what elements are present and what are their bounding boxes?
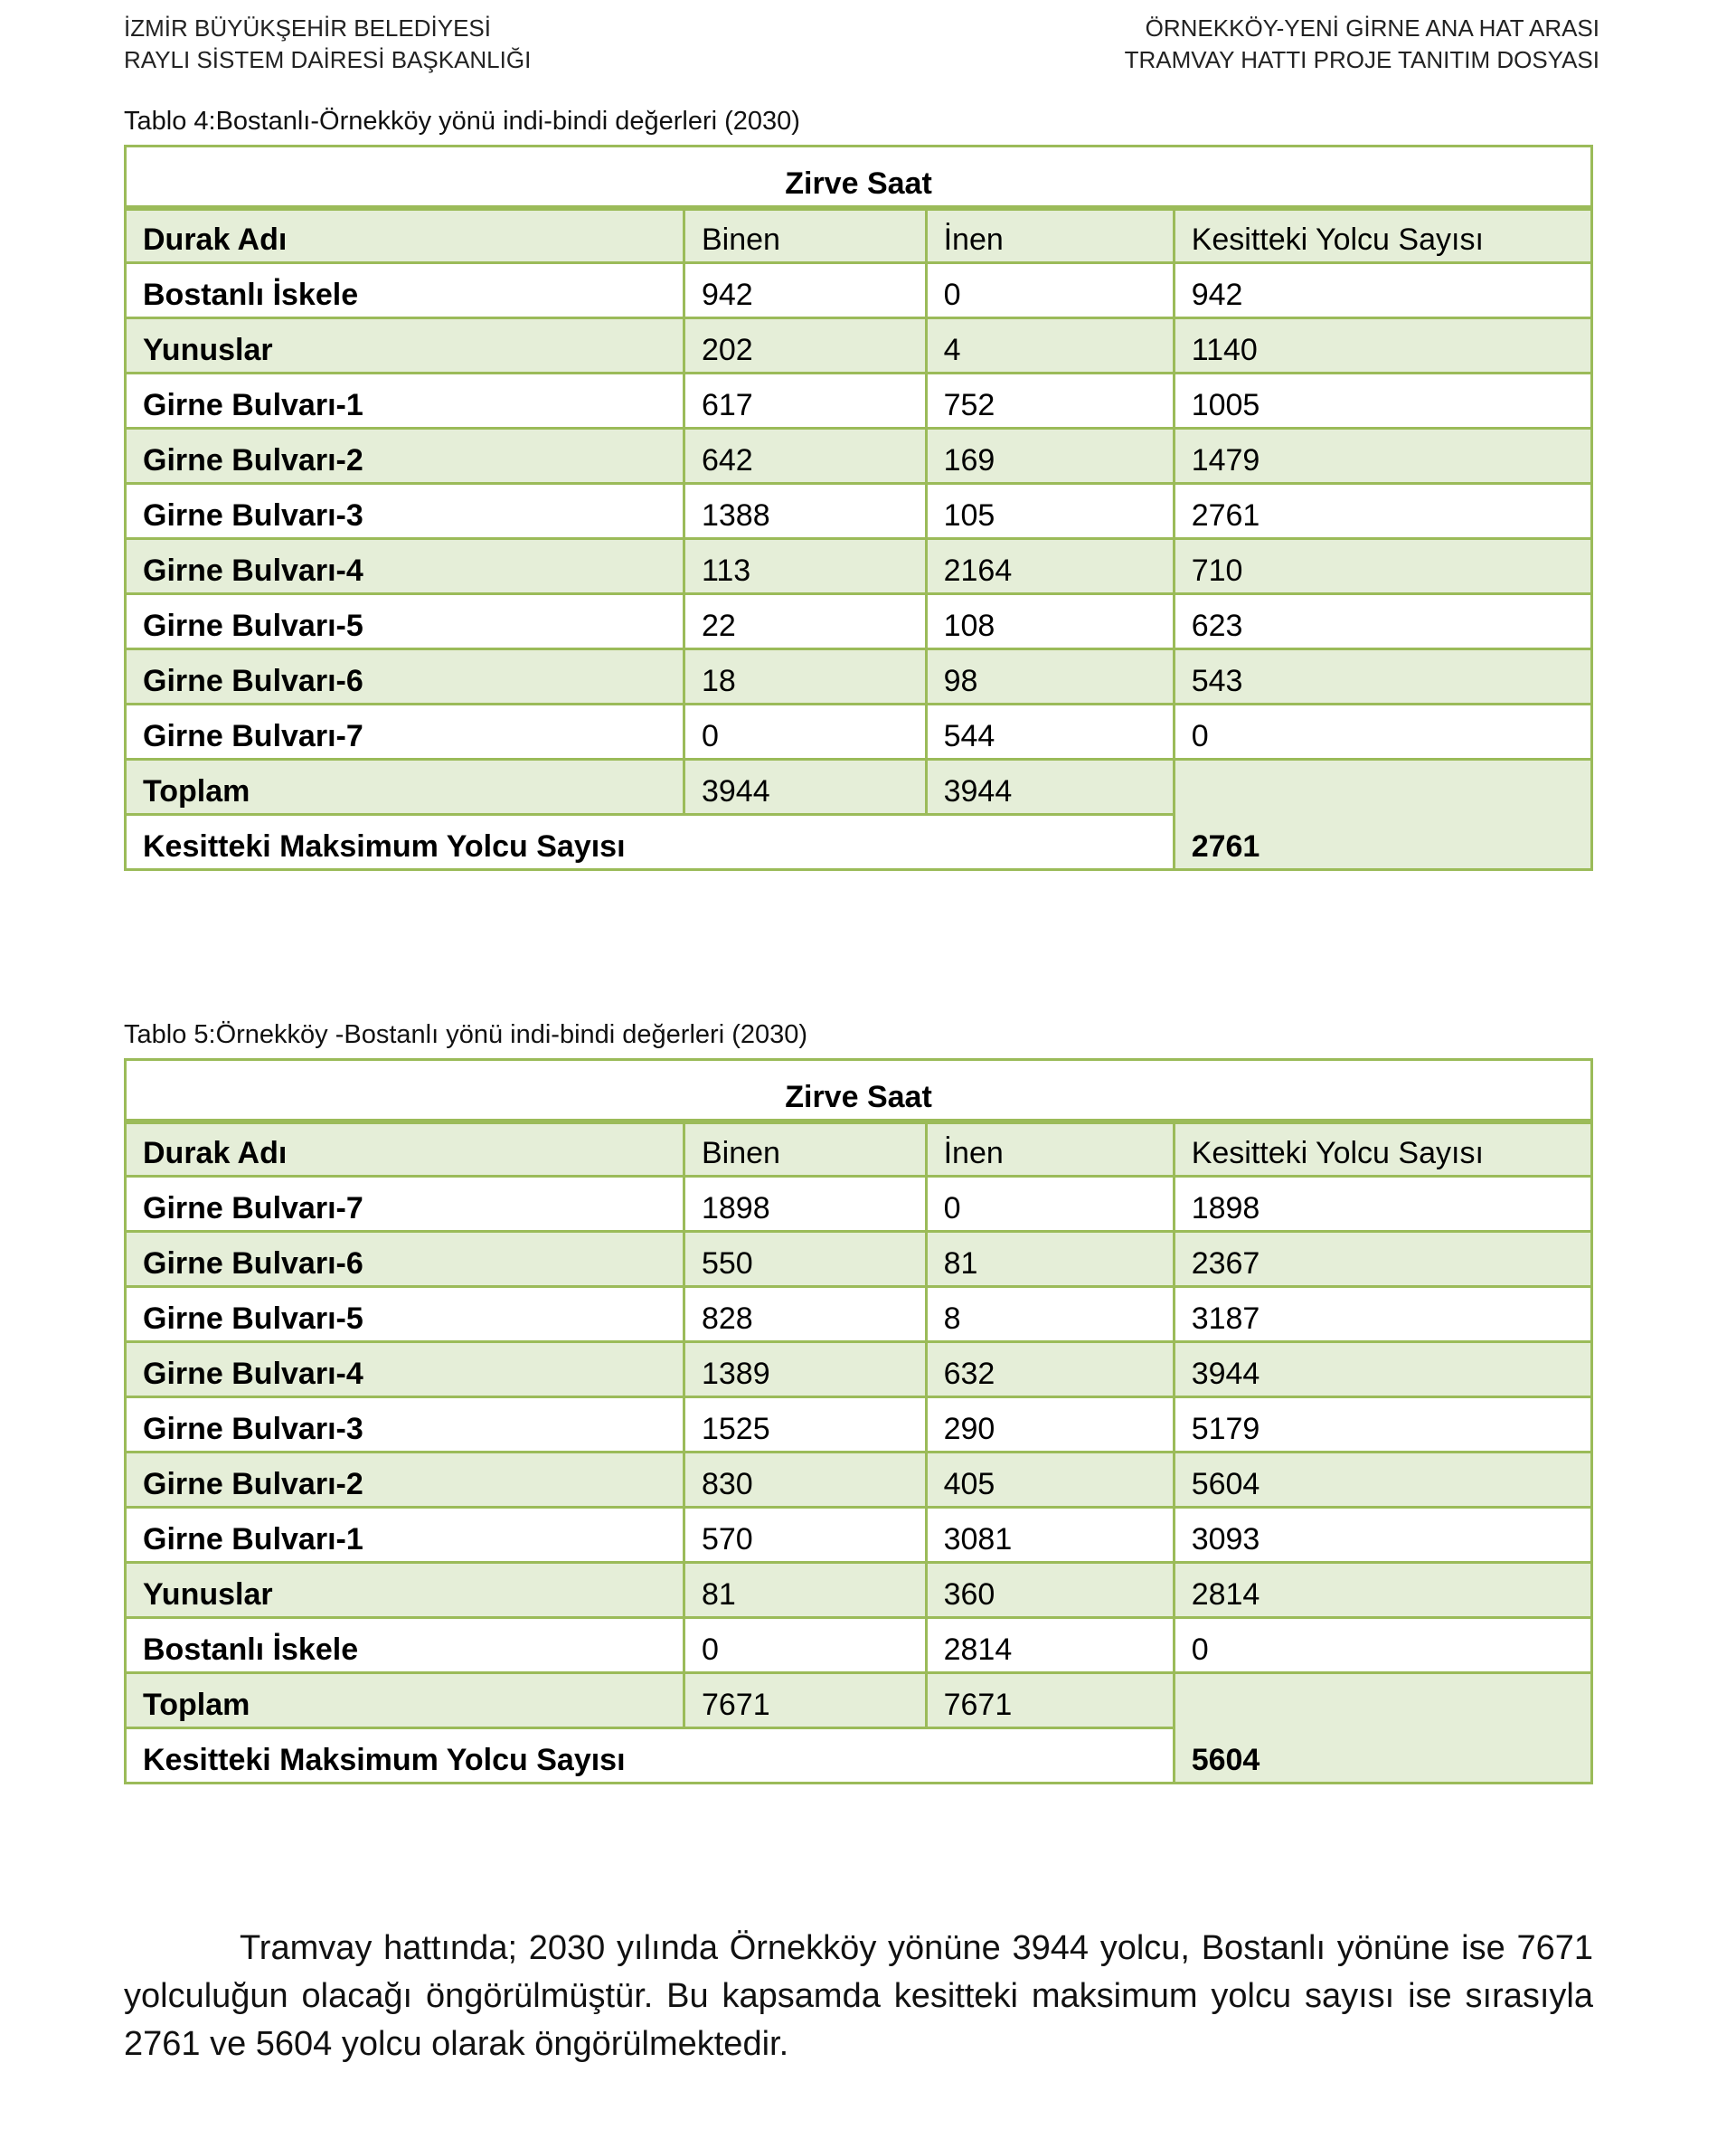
table-cell: 543 [1174, 649, 1591, 705]
table-cell: 2814 [926, 1618, 1174, 1673]
table-cell: 623 [1174, 594, 1591, 649]
stop-name: Girne Bulvarı-7 [126, 705, 684, 760]
table-row [126, 649, 1592, 705]
table-cell: 1388 [684, 484, 926, 539]
table-row [126, 1177, 1592, 1232]
table-cell: 2761 [1174, 484, 1591, 539]
header-org-line1: İZMİR BÜYÜKŞEHİR BELEDİYESİ [124, 14, 491, 42]
table-title-row [126, 147, 1592, 208]
table-cell: 1479 [1174, 429, 1591, 484]
table-cell: 0 [926, 1177, 1174, 1232]
table-row [126, 705, 1592, 760]
stop-name: Bostanlı İskele [126, 1618, 684, 1673]
table-cell: 4 [926, 318, 1174, 374]
table-header-row [126, 1121, 1592, 1177]
table-cell: 22 [684, 594, 926, 649]
table-cell: 3081 [926, 1508, 1174, 1563]
table-row [126, 1342, 1592, 1397]
table-cell: 105 [926, 484, 1174, 539]
table-cell: 632 [926, 1342, 1174, 1397]
table-5 [124, 1058, 1593, 1784]
table-title-row [126, 1060, 1592, 1121]
table-cell: 570 [684, 1508, 926, 1563]
total-row [126, 1673, 1592, 1728]
table-cell: 3944 [1174, 1342, 1591, 1397]
table-row [126, 594, 1592, 649]
column-header: İnen [926, 208, 1174, 263]
paragraph-text: Tramvay hattında; 2030 yılında Örnekköy yönüne 3944 yolcu, Bostanlı yönüne ise 7671 yolculuğun olacağı öngörülmüştür. Bu kapsamda kesitteki maksimum yolcu sayısı ise sırasıyla 2761 ve 5604 yolcu olarak öngörülmektedir. [124, 1929, 1593, 2063]
table-cell: 830 [684, 1453, 926, 1508]
table-cell: 1005 [1174, 374, 1591, 429]
stop-name: Girne Bulvarı-1 [126, 374, 684, 429]
stop-name: Girne Bulvarı-2 [126, 429, 684, 484]
table-cell: 2814 [1174, 1563, 1591, 1618]
table-cell: 752 [926, 374, 1174, 429]
header-doc-line1: ÖRNEKKÖY-YENİ GİRNE ANA HAT ARASI [1145, 14, 1599, 42]
table-cell: 1898 [684, 1177, 926, 1232]
table-row [126, 429, 1592, 484]
total-binen: 7671 [684, 1673, 926, 1728]
table-row [126, 318, 1592, 374]
table-row [126, 1453, 1592, 1508]
page-header [124, 13, 1599, 76]
table-5-caption: Tablo 5:Örnekköy -Bostanlı yönü indi-bindi değerleri (2030) [124, 1020, 808, 1049]
column-header: İnen [926, 1121, 1174, 1177]
table-cell: 169 [926, 429, 1174, 484]
table-cell: 617 [684, 374, 926, 429]
total-label: Toplam [126, 1673, 684, 1728]
table-cell: 544 [926, 705, 1174, 760]
max-passenger-label: Kesitteki Maksimum Yolcu Sayısı [126, 1728, 1175, 1784]
table-row [126, 1397, 1592, 1453]
table-cell: 108 [926, 594, 1174, 649]
table-cell: 1389 [684, 1342, 926, 1397]
table-row [126, 1618, 1592, 1673]
table-4-caption: Tablo 4:Bostanlı-Örnekköy yönü indi-bindi değerleri (2030) [124, 107, 800, 136]
stop-name: Girne Bulvarı-2 [126, 1453, 684, 1508]
table-cell: 113 [684, 539, 926, 594]
max-passenger-value: 2761 [1174, 760, 1591, 870]
table-cell: 3093 [1174, 1508, 1591, 1563]
table-cell: 710 [1174, 539, 1591, 594]
table-row [126, 1563, 1592, 1618]
table-header-row [126, 208, 1592, 263]
table-cell: 5604 [1174, 1453, 1591, 1508]
table-cell: 81 [684, 1563, 926, 1618]
stop-name: Girne Bulvarı-1 [126, 1508, 684, 1563]
table-row [126, 539, 1592, 594]
table-cell: 18 [684, 649, 926, 705]
table-cell: 550 [684, 1232, 926, 1287]
table-row [126, 1232, 1592, 1287]
header-org-line2: RAYLI SİSTEM DAİRESİ BAŞKANLIĞI [124, 46, 532, 73]
table-cell: 81 [926, 1232, 1174, 1287]
total-label: Toplam [126, 760, 684, 815]
table-title: Zirve Saat [126, 1060, 1592, 1121]
total-row [126, 760, 1592, 815]
summary-paragraph [124, 1925, 1593, 2068]
header-doc-line2: TRAMVAY HATTI PROJE TANITIM DOSYASI [1124, 46, 1599, 73]
column-header: Durak Adı [126, 208, 684, 263]
stop-name: Bostanlı İskele [126, 263, 684, 318]
total-inen: 7671 [926, 1673, 1174, 1728]
table-cell: 0 [926, 263, 1174, 318]
table-cell: 642 [684, 429, 926, 484]
stop-name: Girne Bulvarı-4 [126, 1342, 684, 1397]
table-row [126, 484, 1592, 539]
stop-name: Yunuslar [126, 318, 684, 374]
column-header: Binen [684, 208, 926, 263]
table-cell: 98 [926, 649, 1174, 705]
stop-name: Girne Bulvarı-7 [126, 1177, 684, 1232]
table-title: Zirve Saat [126, 147, 1592, 208]
stop-name: Girne Bulvarı-5 [126, 594, 684, 649]
table-cell: 5179 [1174, 1397, 1591, 1453]
table-cell: 942 [684, 263, 926, 318]
column-header: Binen [684, 1121, 926, 1177]
table-row [126, 263, 1592, 318]
stop-name: Girne Bulvarı-4 [126, 539, 684, 594]
stop-name: Girne Bulvarı-5 [126, 1287, 684, 1342]
column-header: Kesitteki Yolcu Sayısı [1174, 1121, 1591, 1177]
table-cell: 202 [684, 318, 926, 374]
stop-name: Yunuslar [126, 1563, 684, 1618]
table-cell: 0 [684, 1618, 926, 1673]
table-cell: 0 [1174, 1618, 1591, 1673]
table-cell: 828 [684, 1287, 926, 1342]
table-cell: 942 [1174, 263, 1591, 318]
max-passenger-value: 5604 [1174, 1673, 1591, 1784]
stop-name: Girne Bulvarı-3 [126, 484, 684, 539]
header-right [1125, 13, 1599, 76]
max-passenger-label: Kesitteki Maksimum Yolcu Sayısı [126, 815, 1175, 870]
table-cell: 290 [926, 1397, 1174, 1453]
table-cell: 3187 [1174, 1287, 1591, 1342]
stop-name: Girne Bulvarı-3 [126, 1397, 684, 1453]
header-left [124, 13, 531, 76]
table-row [126, 1508, 1592, 1563]
stop-name: Girne Bulvarı-6 [126, 649, 684, 705]
table-4 [124, 145, 1593, 871]
table-cell: 1898 [1174, 1177, 1591, 1232]
column-header: Durak Adı [126, 1121, 684, 1177]
table-cell: 8 [926, 1287, 1174, 1342]
table-cell: 0 [1174, 705, 1591, 760]
total-inen: 3944 [926, 760, 1174, 815]
table-row [126, 374, 1592, 429]
table-cell: 405 [926, 1453, 1174, 1508]
table-cell: 360 [926, 1563, 1174, 1618]
table-cell: 1140 [1174, 318, 1591, 374]
table-cell: 2164 [926, 539, 1174, 594]
stop-name: Girne Bulvarı-6 [126, 1232, 684, 1287]
table-row [126, 1287, 1592, 1342]
column-header: Kesitteki Yolcu Sayısı [1174, 208, 1591, 263]
table-cell: 2367 [1174, 1232, 1591, 1287]
table-cell: 1525 [684, 1397, 926, 1453]
total-binen: 3944 [684, 760, 926, 815]
table-cell: 0 [684, 705, 926, 760]
